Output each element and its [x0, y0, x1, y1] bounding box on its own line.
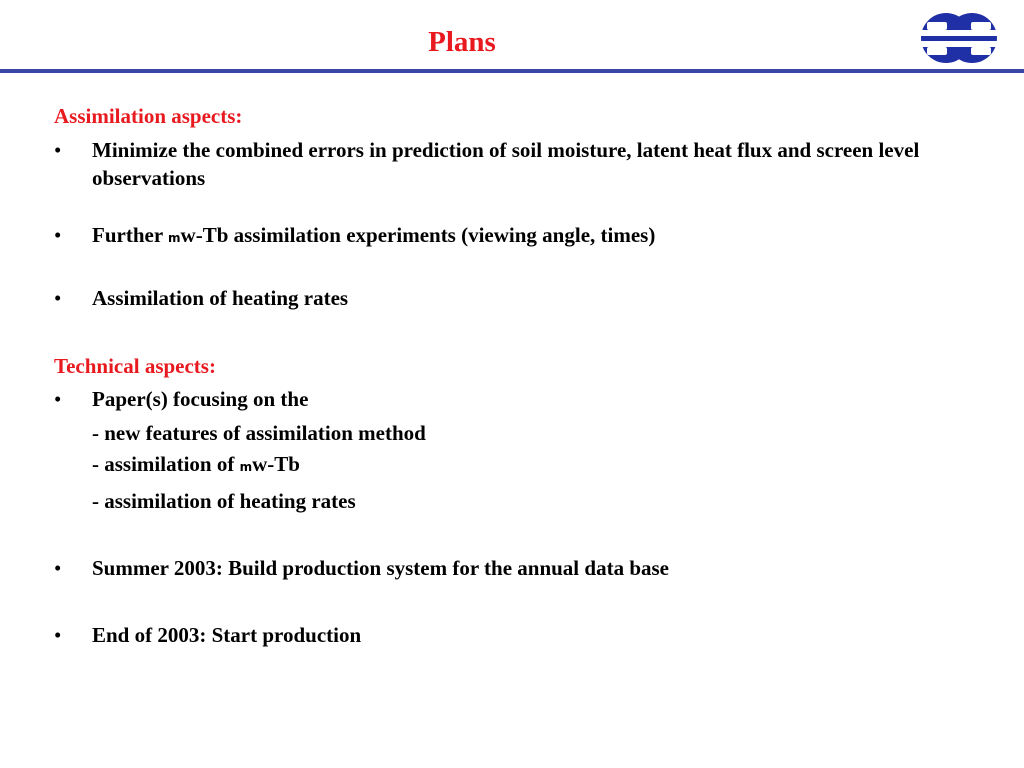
- mu-symbol: m: [168, 231, 181, 245]
- text-segment: w-Tb assimilation experiments (viewing angle, times): [180, 223, 656, 247]
- bullet-item: [54, 621, 994, 649]
- text-segment: w-Tb: [252, 452, 300, 476]
- text-segment: - assimilation of: [92, 452, 240, 476]
- bullet-dot: •: [54, 387, 62, 411]
- bullet-item: [54, 221, 994, 252]
- sub-item: - assimilation of heating rates: [92, 489, 356, 513]
- bullet-item: [54, 284, 994, 312]
- title-rule: [0, 69, 1024, 73]
- sub-item: [92, 450, 300, 481]
- bullet-dot: •: [54, 623, 62, 647]
- bullet-dot: •: [54, 556, 62, 580]
- text-segment: Further: [92, 223, 169, 247]
- technical-heading: Technical aspects:: [54, 354, 216, 378]
- bullet-dot: •: [54, 223, 62, 247]
- assimilation-heading: Assimilation aspects:: [54, 104, 243, 128]
- slide-title: Plans: [428, 26, 496, 58]
- bullet-item: [54, 136, 994, 192]
- bullet-text: [92, 221, 994, 252]
- mu-symbol: m: [239, 460, 253, 474]
- bullet-dot: •: [54, 286, 62, 310]
- bullet-dot: •: [54, 138, 62, 162]
- ecmwf-logo-icon: [919, 11, 999, 65]
- bullet-item: [54, 554, 994, 582]
- bullet-item: [54, 385, 994, 413]
- bullet-text: Assimilation of heating rates: [92, 286, 349, 310]
- sub-item: - new features of assimilation method: [92, 421, 426, 445]
- bullet-text: Summer 2003: Build production system for the annual data base: [92, 556, 669, 580]
- bullet-text: End of 2003: Start production: [92, 623, 362, 647]
- bullet-text: Paper(s) focusing on the: [92, 387, 309, 411]
- bullet-text: Minimize the combined errors in prediction of soil moisture, latent heat flux and screen level observations: [92, 138, 920, 190]
